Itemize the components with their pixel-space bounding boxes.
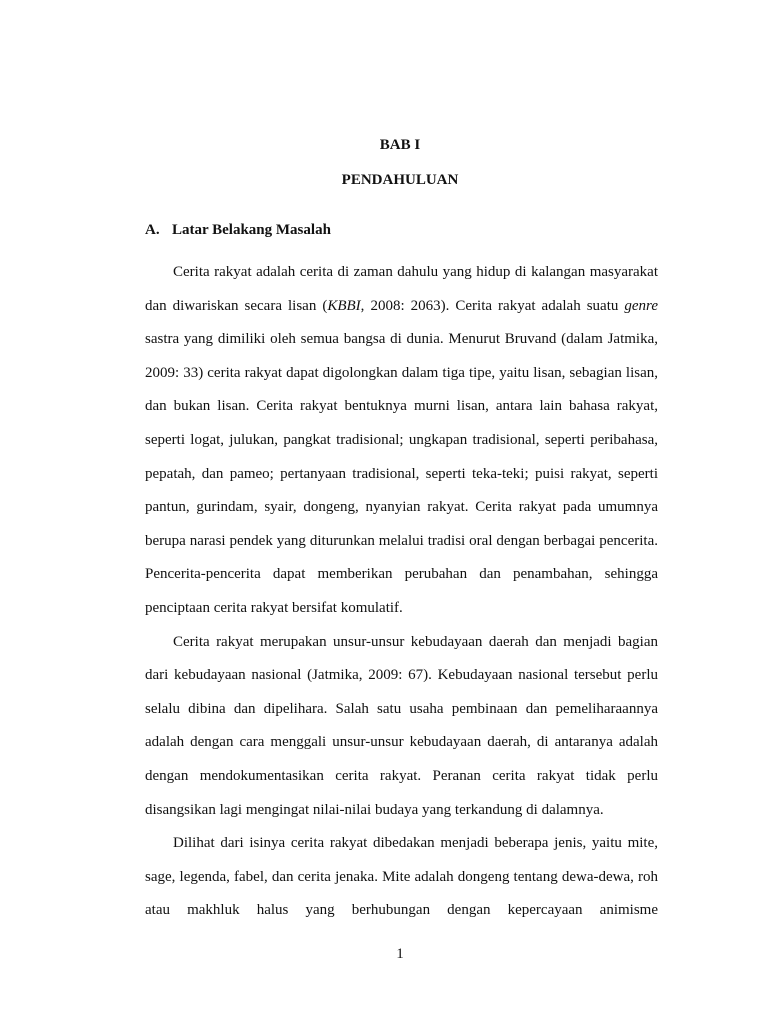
paragraph-1-text-a: Cerita rakyat adalah cerita di zaman dahulu yang hidup di kalangan masyarakat dan diwariskan secara lisan (	[145, 264, 658, 314]
paragraph-3: Dilihat dari isinya cerita rakyat dibedakan menjadi beberapa jenis, yaitu mite, sage, legenda, fabel, dan cerita jenaka. Mite adalah dongeng tentang dewa-dewa, roh atau makhluk halus yang berhubungan dengan kepercayaan animisme	[145, 835, 658, 919]
chapter-title: PENDAHULUAN	[341, 172, 459, 188]
paragraph-1-text-b: , 2008: 2063). Cerita rakyat adalah suatu	[360, 297, 625, 314]
paragraph-2: Cerita rakyat merupakan unsur-unsur kebudayaan daerah dan menjadi bagian dari kebudayaan nasional (Jatmika, 2009: 67). Kebudayaan nasional tersebut perlu selalu dibina dan dipelihara. Salah satu usaha pembinaan dan pemeliharaannya adalah dengan cara menggali unsur-unsur kebudayaan daerah, di antaranya adalah dengan mendokumentasikan cerita rakyat. Peranan cerita rakyat tidak perlu disangsikan lagi mengingat nilai-nilai budaya yang terkandung di dalamnya.	[145, 633, 658, 818]
body-text	[145, 256, 658, 928]
paragraph-1-text-c: sastra yang dimiliki oleh semua bangsa di dunia. Menurut Bruvand (dalam Jatmika, 2009: 33) cerita rakyat dapat digolongkan dalam tiga tipe, yaitu lisan, sebagian lisan, dan bukan lisan. Cerita rakyat bentuknya murni lisan, antara lain bahasa rakyat, seperti logat, julukan, pangkat tradisional; ungkapan tradisional, seperti peribahasa, pepatah, dan pameo; pertanyaan tradisional, seperti teka-teki; puisi rakyat, seperti pantun, gurindam, syair, dongeng, nyanyian rakyat. Cerita rakyat pada umumnya berupa narasi pendek yang diturunkan melalui tradisi oral dengan berbagai pencerita. Pencerita-pencerita dapat memberikan perubahan dan penambahan, sehingga penciptaan cerita rakyat bersifat komulatif.	[145, 331, 658, 616]
kbbi-italic: KBBI	[327, 297, 361, 314]
page-number: 1	[396, 946, 404, 962]
paragraph-1	[145, 256, 658, 626]
section-number: A.	[145, 222, 160, 238]
section-heading	[145, 222, 331, 239]
chapter-label: BAB I	[379, 137, 421, 153]
section-title: Latar Belakang Masalah	[172, 222, 331, 238]
genre-italic: genre	[624, 297, 658, 314]
